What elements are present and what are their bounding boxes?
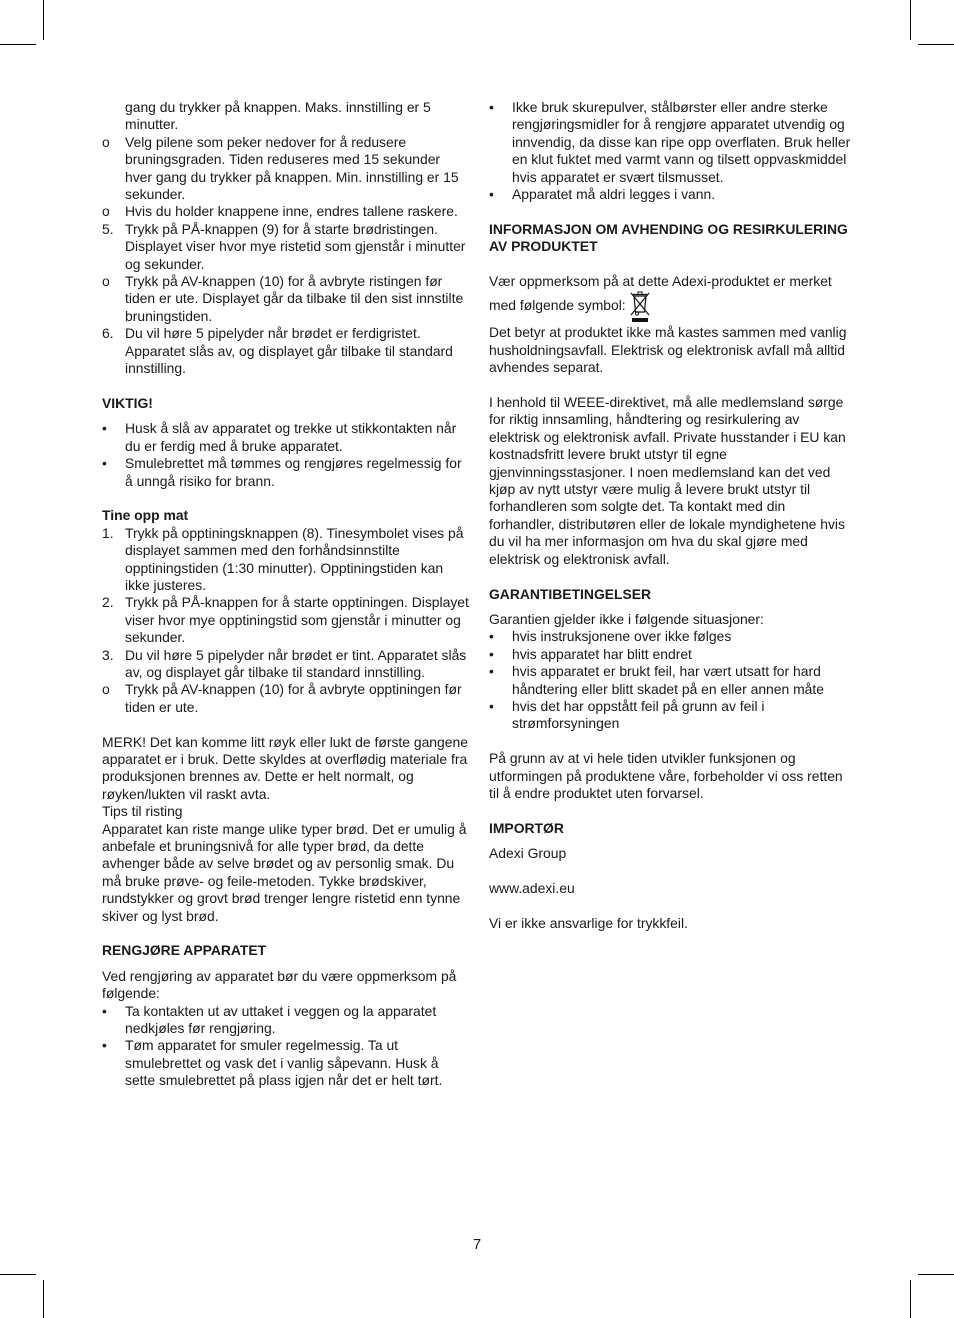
rengjore-intro: Ved rengjøring av apparatet bør du være oppmerksom på følgende: (102, 967, 457, 1002)
tips-heading: Tips til risting (102, 803, 183, 820)
crop-mark (910, 1280, 911, 1318)
crop-mark (0, 44, 36, 45)
section-heading-info: INFORMASJON OM AVHENDING OG RESIRKULERING AV PRODUKTET (489, 220, 848, 255)
section-heading-rengjore: RENGJØRE APPARATET (102, 942, 267, 959)
info-paragraph-1: Vær oppmerksom på at dette Adexi-produktet er merket med følgende symbol: (489, 273, 851, 324)
crop-mark (918, 44, 954, 45)
list-item: • Apparatet må aldri legges i vann. (489, 186, 716, 203)
info-paragraph-3: I henhold til WEEE-direktivet, må alle medlemsland sørge for riktig innsamling, håndtering og resirkulering av elektrisk og elektronisk avfall. Private husstander i EU kan kostnadsfritt levere brukt utstyr til egne gjenvinningsstasjoner. I noen medlemsland kan det ved kjøp av nytt utstyr være mulig å levere brukt utstyr til forhandleren som solgte det. Ta kontakt med din forhandler, distributøren eller de lokale myndighetene hvis du vil ha mer informasjon om hva du skal gjøre med elektrisk og elektronisk avfall. (489, 394, 846, 567)
list-item: • hvis instruksjonene over ikke følges (489, 628, 732, 645)
list-item: • Ta kontakten ut av uttaket i veggen og la apparatet nedkjøles før rengjøring. (102, 1002, 437, 1037)
list-item: 5. Trykk på PÅ-knappen (9) for å starte brødristingen. Displayet viser hvor mye ristetid som gjenstår i minutter og sekunder. (102, 220, 466, 272)
info-paragraph-2: Det betyr at produktet ikke må kastes sammen med vanlig husholdningsavfall. Elektrisk og elektronisk avfall må alltid avhendes separat. (489, 324, 847, 376)
garanti-paragraph: På grunn av at vi hele tiden utvikler funksjonen og utformingen på produktene våre, forbeholder vi oss retten til å endre produktet uten forvarsel. (489, 750, 843, 801)
list-item: • Ikke bruk skurepulver, stålbørster eller andre sterke rengjøringsmidler for å rengjøre apparatet utvendig og innvendig, da disse kan ripe opp overflaten. Bruk heller en klut fuktet med varmt vann og tilsett oppvaskmiddel hvis apparatet er svært tilsmusset. (489, 99, 851, 185)
list-item: • hvis det har oppstått feil på grunn av feil i strømforsyningen (489, 697, 765, 732)
section-heading-garanti: GARANTIBETINGELSER (489, 585, 652, 602)
list-item: 3. Du vil høre 5 pipelyder når brødet er tint. Apparatet slås av, og displayet går tilbake til standard innstilling. (102, 646, 467, 680)
crop-mark (910, 0, 911, 40)
list-item: 6. Du vil høre 5 pipelyder når brødet er ferdigristet. Apparatet slås av, og displayet går tilbake til standard innstilling. (102, 325, 453, 377)
disclaimer: Vi er ikke ansvarlige for trykkfeil. (489, 914, 688, 931)
list-item: 2. Trykk på PÅ-knappen for å starte opptiningen. Displayet viser hvor mye opptiningstid som gjenstår i minutter og sekunder. (102, 594, 469, 646)
page-number: 7 (472, 1236, 482, 1253)
importor-url: www.adexi.eu (489, 879, 575, 896)
list-item: o Trykk på AV-knappen (10) for å avbryte opptiningen før tiden er ute. (102, 681, 462, 715)
section-heading-viktig: VIKTIG! (102, 394, 153, 411)
crop-mark (43, 1280, 44, 1318)
tips-paragraph: Apparatet kan riste mange ulike typer brød. Det er umulig å anbefale et bruningsnivå for alle typer brød, da dette avhenger både av selve brødet og av personlig smak. Du må bruke prøve- og feile-metoden. Tykke brødskiver, rundstykker og grovt brød trenger lengre ristetid enn tynne skiver og lyst brød. (102, 820, 467, 924)
list-item: o Hvis du holder knappene inne, endres tallene raskere. (102, 203, 458, 220)
crop-mark (0, 1274, 36, 1275)
right-column (489, 99, 851, 932)
list-item: • hvis apparatet er brukt feil, har vært utsatt for hard håndtering eller blitt skadet på en eller annen måte (489, 663, 824, 697)
left-column (102, 99, 470, 1090)
list-item: • hvis apparatet har blitt endret (489, 645, 692, 662)
list-item: • Husk å slå av apparatet og trekke ut stikkontakten når du er ferdig med å bruke apparatet. (102, 420, 457, 454)
section-heading-importor: IMPORTØR (489, 819, 564, 836)
merk-paragraph: MERK! Det kan komme litt røyk eller lukt de første gangene apparatet er i bruk. Dette skyldes at overflødig materiale fra produksjonen brennes av. Dette er helt normalt, og røyken/lukten vil raskt avta. (102, 733, 468, 802)
list-item: o Velg pilene som peker nedover for å redusere bruningsgraden. Tiden reduseres med 15 sekunder hver gang du trykker på knappen. Min. innstilling er 15 sekunder. (102, 133, 459, 203)
section-heading-tine: Tine opp mat (102, 507, 189, 524)
list-item-text: gang du trykker på knappen. Maks. innstilling er 5 minutter. (125, 99, 431, 133)
list-item: • Smulebrettet må tømmes og rengjøres regelmessig for å unngå risiko for brann. (102, 455, 462, 489)
list-item: 1. Trykk på opptiningsknappen (8). Tinesymbolet vises på displayet sammen med den forhåndsinnstilte opptiningstiden (1:30 minutter). Opptiningstiden kan ikke justeres. (102, 524, 464, 593)
crossed-out-wheelie-bin-icon (629, 290, 651, 324)
crop-mark (43, 0, 44, 40)
crop-mark (918, 1274, 954, 1275)
list-item: o Trykk på AV-knappen (10) for å avbryte ristingen før tiden er ute. Displayet går da tilbake til den sist innstilte bruningstiden. (102, 273, 464, 324)
importor-name: Adexi Group (489, 845, 567, 862)
garanti-intro: Garantien gjelder ikke i følgende situasjoner: (489, 610, 764, 627)
list-item: • Tøm apparatet for smuler regelmessig. Ta ut smulebrettet og vask det i vanlig såpevann. Husk å sette smulebrettet på plass igjen når det er helt tørt. (102, 1037, 443, 1089)
list-item (102, 99, 470, 134)
